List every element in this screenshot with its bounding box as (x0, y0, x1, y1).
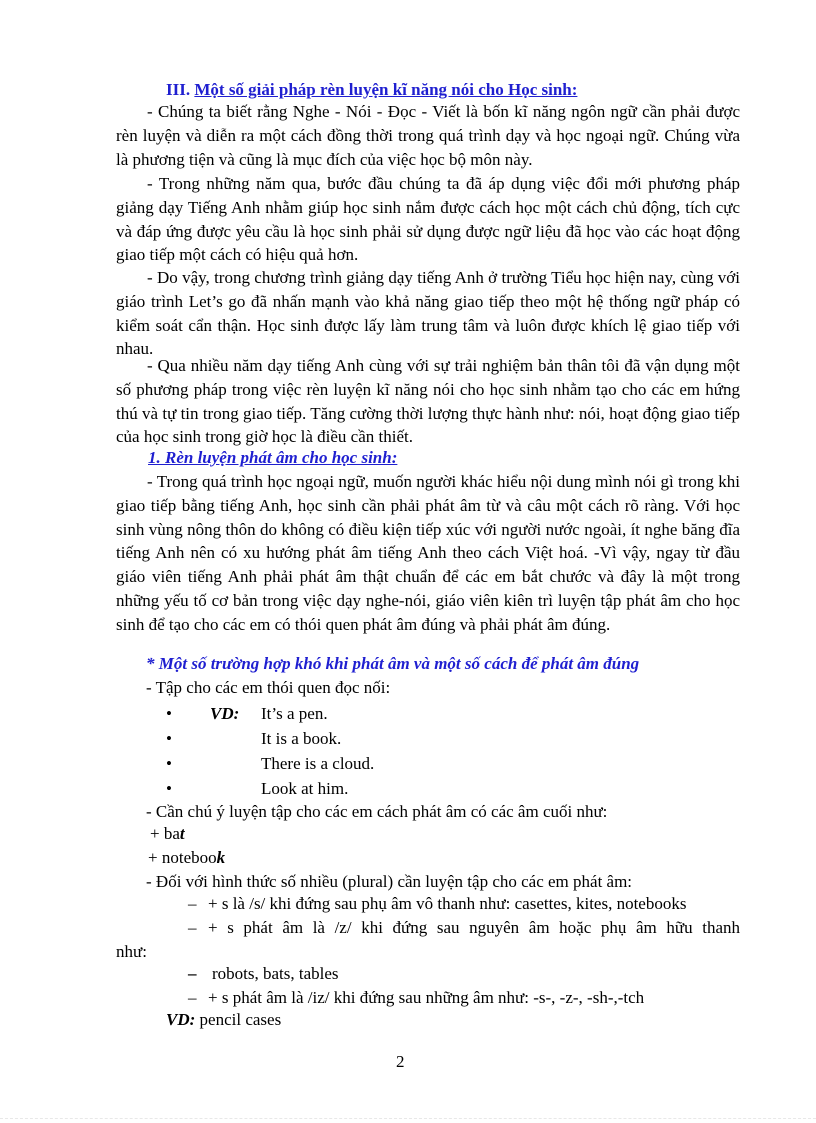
word-ending: t (179, 824, 185, 843)
subsection-title: 1. Rèn luyện phát âm cho học sinh: (148, 448, 398, 467)
example-text: It’s a pen. (261, 704, 328, 723)
dash-icon: – (188, 964, 197, 983)
linking-intro: - Tập cho các em thói quen đọc nối: (146, 678, 391, 697)
heading-title: Một số giải pháp rèn luyện kĩ năng nói cho Học sinh: (194, 80, 578, 99)
heading-number: III. (166, 80, 191, 99)
paragraph: - Do vậy, trong chương trình giảng dạy tiếng Anh ở trường Tiểu học hiện nay, cùng với giáo trình Let’s go đã nhấn mạnh vào khả năng giao tiếp theo một hệ thống ngữ pháp có kiểm soát cẩn thận. Học sinh được lấy làm trung tâm và luôn được khích lệ giao tiếp với nhau. (116, 268, 740, 359)
plus-sign: + (150, 824, 164, 843)
page-number: 2 (396, 1052, 405, 1071)
example-label: VD: (166, 1010, 196, 1029)
plural-rule: + s là /s/ khi đứng sau phụ âm vô thanh như: casettes, kites, notebooks (208, 894, 687, 913)
example-text: pencil cases (199, 1010, 282, 1029)
plus-sign: + (148, 848, 162, 867)
example-text: Look at him. (261, 779, 349, 798)
paragraph: - Trong quá trình học ngoại ngữ, muốn người khác hiểu nội dung mình nói gì trong khi giao tiếp bằng tiếng Anh, học sinh cần phải phát âm từ và câu một cách rõ ràng. Với học sinh vùng nông thôn do không có điều kiện tiếp xúc với người nước ngoài, ít nghe băng đĩa tiếng Anh nên có xu hướng phát âm tiếng Anh theo cách Việt hoá. -Vì vậy, ngay từ đầu giáo viên tiếng Anh phải phát âm thật chuẩn để các em bắt chước và đây là một trong những yếu tố cơ bản trong việc dạy nghe-nói, giáo viên kiên trì luyện tập phát âm cho học sinh để tạo cho các em có thói quen phát âm đúng và phải phát âm đúng. (116, 472, 740, 634)
final-sound-item (150, 824, 185, 844)
bullet-icon: • (166, 754, 172, 773)
plural-rule: + s phát âm là /iz/ khi đứng sau những âm như: -s-, -z-, -sh-,-tch (208, 988, 645, 1007)
example-text: It is a book. (261, 729, 342, 748)
paragraph: - Qua nhiều năm dạy tiếng Anh cùng với sự trải nghiệm bản thân tôi đã vận dụng một số phương pháp trong việc rèn luyện kĩ năng nói cho học sinh nhằm tạo cho các em hứng thú và tự tin trong giao tiếp. Tăng cường thời lượng thực hành như: nói, hoạt động giao tiếp của học sinh trong giờ học là điều cần thiết. (116, 356, 740, 447)
plural-examples: robots, bats, tables (212, 964, 339, 983)
paragraph: - Chúng ta biết rằng Nghe - Nói - Đọc - Viết là bốn kĩ năng ngôn ngữ cần phải được rèn luyện và diễn ra một cách đồng thời trong quá trình dạy và học ngoại ngữ. Chúng vừa là phương tiện và cũng là mục đích của việc học bộ môn này. (116, 102, 740, 169)
plural-rule: + s phát âm là /z/ khi đứng sau nguyên âm hoặc phụ âm hữu thanh (208, 918, 740, 937)
example-label: VD: (210, 704, 240, 723)
bullet-icon: • (166, 729, 172, 748)
word-base: ba (163, 824, 180, 843)
word-ending: k (216, 848, 226, 867)
plural-rule-continued: như: (116, 942, 147, 961)
final-sound-item (148, 848, 225, 868)
bullet-icon: • (166, 779, 172, 798)
dash-icon: – (188, 988, 197, 1007)
plural-example (166, 1010, 281, 1030)
example-text: There is a cloud. (261, 754, 375, 773)
subheading: * Một số trường hợp khó khi phát âm và một số cách để phát âm đúng (146, 654, 640, 673)
word-base: noteboo (161, 848, 217, 867)
final-sounds-intro: - Cần chú ý luyện tập cho các em cách phát âm có các âm cuối như: (146, 802, 608, 821)
page-boundary (0, 1118, 816, 1119)
bullet-icon: • (166, 704, 172, 723)
paragraph: - Trong những năm qua, bước đầu chúng ta đã áp dụng việc đổi mới phương pháp giảng dạy Tiếng Anh nhằm giúp học sinh nắm được cách học một cách chủ động, tích cực và đáp ứng được yêu cầu là học sinh phải sử dụng được ngữ liệu đã học vào các hoạt động giao tiếp một cách có hiệu quả hơn. (116, 174, 740, 265)
plural-intro: - Đối với hình thức số nhiều (plural) cần luyện tập cho các em phát âm: (146, 872, 633, 891)
section-heading (166, 80, 577, 100)
dash-icon: – (188, 894, 197, 913)
dash-icon: – (188, 918, 197, 937)
